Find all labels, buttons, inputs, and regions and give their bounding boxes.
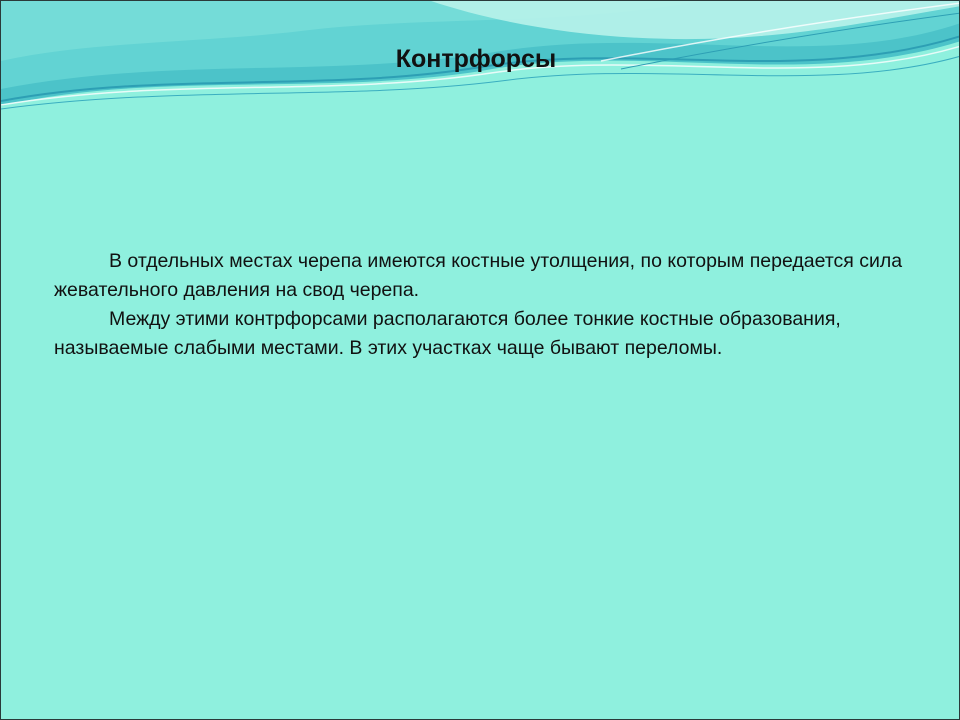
- slide-body-text: [54, 247, 914, 363]
- paragraph-weak-spots: Между этими контрфорсами располагаются более тонкие костные образования, называемые слабыми местами. В этих участках чаще бывают переломы.: [54, 308, 841, 359]
- paragraph-buttresses: В отдельных местах черепа имеются костные утолщения, по которым передается сила жевательного давления на свод черепа.: [54, 250, 903, 301]
- slide-title: Контрфорсы: [395, 45, 557, 73]
